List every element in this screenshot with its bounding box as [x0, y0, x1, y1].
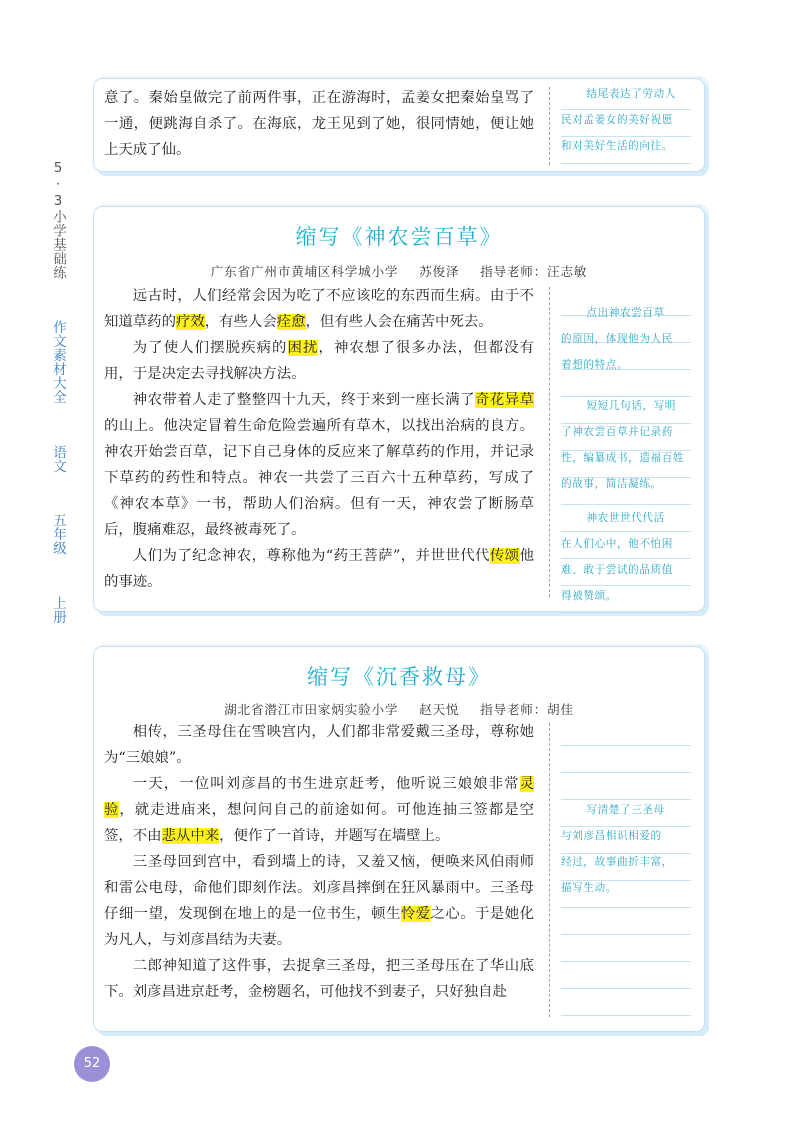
highlighted-word: 怜爱 — [400, 906, 431, 922]
highlighted-word: 传颂 — [489, 548, 520, 564]
author-school: 湖北省潜江市田家炳实验小学 — [224, 702, 399, 717]
margin-note: 点出神农尝百草 的原因，体现他为人民 着想的特点。 — [561, 307, 673, 371]
margin-note: 结尾表达了劳动人 民对孟姜女的美好祝愿 和对美好生活的向往。 — [561, 88, 676, 152]
series-brand: 5·3小学基础练 — [50, 160, 66, 280]
author-school: 广东省广州市黄埔区科学城小学 — [210, 264, 399, 279]
highlighted-word: 痊愈 — [276, 314, 306, 330]
book-grade: 五年级 — [50, 513, 66, 555]
author-name: 赵天悦 — [419, 702, 460, 717]
highlighted-word: 悲从中来 — [161, 828, 220, 844]
essay-body — [104, 283, 534, 595]
page-number: 52 — [74, 1046, 110, 1082]
divider — [549, 723, 550, 1017]
essay-paragraph: 二郎神知道了这件事，去捉拿三圣母，把三圣母压在了华山底下。刘彦昌进京赶考，金榜题名，可他找不到妻子，只好独自赴 — [104, 958, 534, 1000]
essay-body — [104, 85, 534, 163]
author-name: 苏俊泽 — [419, 264, 460, 279]
margin-note: 写清楚了三圣母 与刘彦昌相识相爱的 经过，故事曲折丰富， 描写生动。 — [561, 804, 673, 894]
essay-paragraph: 三圣母回到宫中，看到墙上的诗，又羞又恼，便唤来风伯雨师和雷公电母，命他们即刻作法。刘彦昌摔倒在狂风暴雨中。三圣母仔细一望，发现倒在地上的是一位书生，顿生怜爱之心。于是她化为凡人，与刘彦昌结为夫妻。 — [104, 854, 534, 948]
teacher-name: 指导老师：汪志敏 — [480, 264, 588, 279]
essay-card-shennong — [93, 206, 705, 612]
essay-card-continuation — [93, 78, 705, 172]
highlighted-word: 奇花异草 — [474, 392, 534, 408]
essay-paragraph: 人们为了纪念神农，尊称他为“药王菩萨”，并世世代代传颂他的事迹。 — [104, 548, 534, 590]
essay-byline — [94, 699, 704, 718]
book-subtitle: 作文素材大全 — [50, 320, 66, 404]
essay-paragraph: 远古时，人们经常会因为吃了不应该吃的东西而生病。由于不知道草药的疗效，有些人会痊愈，但有些人会在痛苦中死去。 — [104, 288, 534, 330]
essay-byline — [94, 261, 704, 280]
essay-paragraph: 神农带着人走了整整四十九天，终于来到一座长满了奇花异草的山上。他决定冒着生命危险尝遍所有草木，以找出治病的良方。神农开始尝百草，记下自己身体的反应来了解草药的作用，并记录下草药的药性和特点。神农一共尝了三百六十五种草药，写成了《神农本草》一书，帮助人们治病。但有一天，神农尝了断肠草后，腹痛难忍，最终被毒死了。 — [104, 392, 534, 538]
divider — [549, 287, 550, 597]
essay-paragraph: 为了使人们摆脱疾病的困扰，神农想了很多办法，但都没有用，于是决定去寻找解决方法。 — [104, 340, 534, 382]
essay-title: 缩写《神农尝百草》 — [295, 225, 503, 249]
margin-note: 短短几句话，写明 了神农尝百草并记录药 性，编纂成书，造福百姓 的故事，简洁凝练。 — [561, 400, 685, 490]
essay-paragraph: 一天，一位叫刘彦昌的书生进京赶考，他听说三娘娘非常灵验，就走进庙来，想问问自己的前途如何。可他连抽三签都是空签，不由悲从中来，便作了一首诗，并题写在墙壁上。 — [104, 776, 534, 844]
teacher-name: 指导老师：胡佳 — [480, 702, 574, 717]
essay-card-chenxiang — [93, 646, 705, 1032]
book-series-spine — [52, 160, 68, 624]
essay-title: 缩写《沉香救母》 — [307, 665, 491, 689]
essay-paragraph: 相传，三圣母住在雪映宫内，人们都非常爱戴三圣母，尊称她为“三娘娘”。 — [104, 724, 534, 766]
divider — [549, 87, 550, 165]
essay-body — [104, 719, 534, 1005]
highlighted-word: 困扰 — [287, 340, 319, 356]
highlighted-word: 疗效 — [175, 314, 205, 330]
book-term: 上册 — [50, 595, 66, 624]
margin-note: 神农世世代代活 在人们心中，他不怕困 难、敢于尝试的品质值 得被赞颂。 — [561, 512, 673, 602]
highlighted-word: 灵验 — [104, 776, 534, 818]
book-subject: 语文 — [50, 444, 66, 473]
essay-paragraph: 意了。秦始皇做完了前两件事，正在游海时，孟姜女把秦始皇骂了一通，便跳海自杀了。在海底，龙王见到了她，很同情她，便让她上天成了仙。 — [104, 90, 534, 158]
